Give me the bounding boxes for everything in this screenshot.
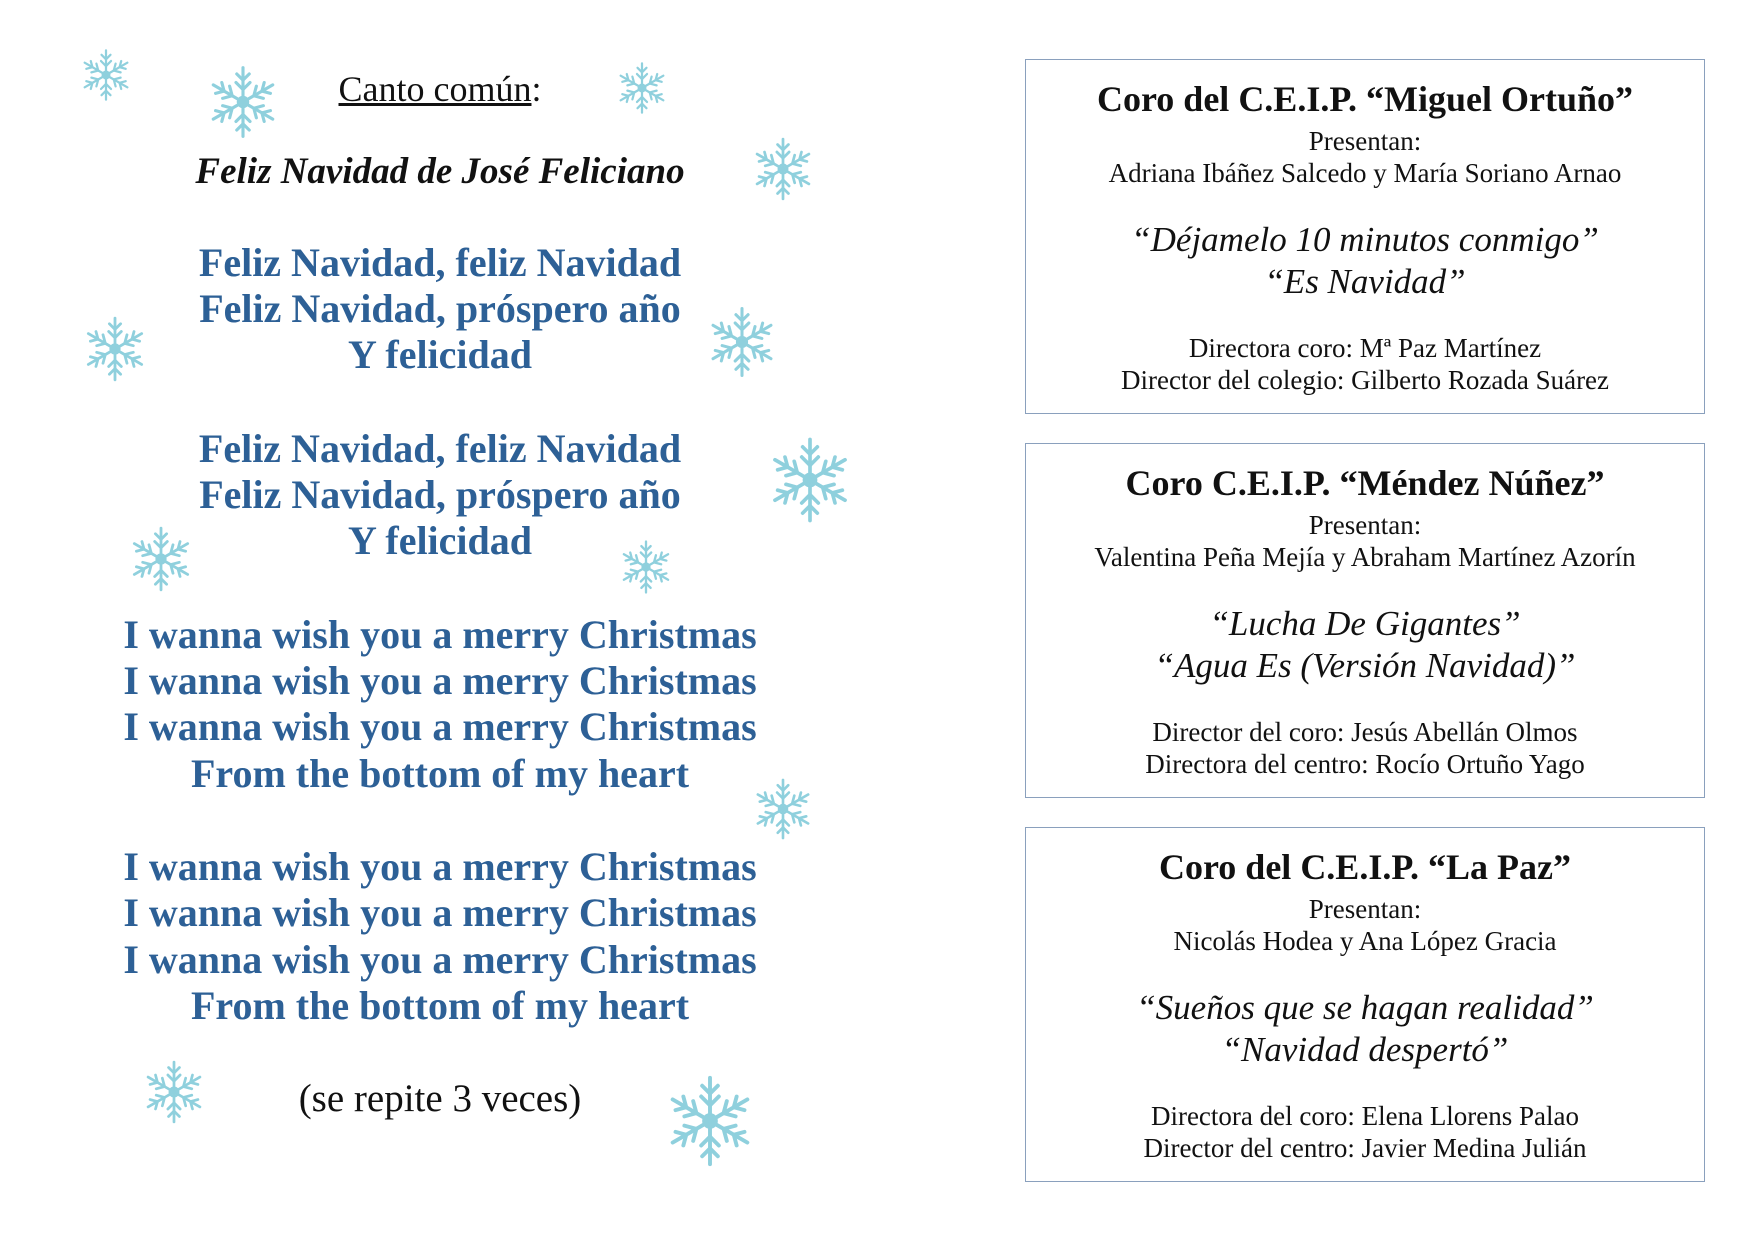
canto-colon: : bbox=[531, 69, 542, 109]
choir-title: Coro del C.E.I.P. “Miguel Ortuño” bbox=[1096, 79, 1634, 119]
snowflake-icon bbox=[748, 776, 818, 842]
snowflake-icon bbox=[80, 314, 150, 384]
lyric-line: I wanna wish you a merry Christmas bbox=[123, 890, 757, 935]
lyric-line: Feliz Navidad, próspero año bbox=[199, 286, 681, 331]
director-line: Director del centro: Javier Medina Julián bbox=[1143, 1133, 1587, 1163]
lyric-line: I wanna wish you a merry Christmas bbox=[123, 658, 757, 703]
lyric-line: Y felicidad bbox=[347, 518, 533, 563]
presenter-names: Nicolás Hodea y Ana López Gracia bbox=[1173, 926, 1557, 956]
canto-heading bbox=[60, 68, 820, 110]
snowflake-icon bbox=[614, 60, 670, 116]
choir-title: Coro C.E.I.P. “Méndez Núñez” bbox=[1125, 463, 1605, 503]
snowflake-icon bbox=[749, 135, 817, 203]
lyric-line: I wanna wish you a merry Christmas bbox=[123, 704, 757, 749]
song-name: “Agua Es (Versión Navidad)” bbox=[1154, 646, 1576, 685]
lyric-line: I wanna wish you a merry Christmas bbox=[123, 844, 757, 889]
presentan-label: Presentan: bbox=[1308, 126, 1422, 156]
snowflake-icon bbox=[126, 522, 196, 596]
song-name: “Lucha De Gigantes” bbox=[1209, 604, 1521, 643]
presentan-label: Presentan: bbox=[1308, 894, 1422, 924]
song-name: “Sueños que se hagan realidad” bbox=[1136, 988, 1594, 1027]
director-line: Director del colegio: Gilberto Rozada Suárez bbox=[1120, 365, 1610, 395]
lyric-line: Feliz Navidad, feliz Navidad bbox=[198, 240, 682, 285]
director-line: Directora coro: Mª Paz Martínez bbox=[1188, 333, 1542, 363]
director-line: Director del coro: Jesús Abellán Olmos bbox=[1152, 717, 1578, 747]
lyric-line: Feliz Navidad, próspero año bbox=[199, 472, 681, 517]
snowflake-icon bbox=[704, 300, 780, 384]
lyric-line: I wanna wish you a merry Christmas bbox=[123, 612, 757, 657]
song-name: “Déjamelo 10 minutos conmigo” bbox=[1131, 220, 1599, 259]
lyric-line: Feliz Navidad, feliz Navidad bbox=[198, 426, 682, 471]
choir-title: Coro del C.E.I.P. “La Paz” bbox=[1158, 847, 1571, 887]
presenter-names: Adriana Ibáñez Salcedo y María Soriano Arnao bbox=[1108, 158, 1622, 188]
song-name: “Navidad despertó” bbox=[1221, 1030, 1509, 1069]
lyric-line: I wanna wish you a merry Christmas bbox=[123, 937, 757, 982]
presentan-label: Presentan: bbox=[1308, 510, 1422, 540]
canto-label: Canto común bbox=[338, 69, 532, 109]
snowflake-icon bbox=[660, 1072, 760, 1170]
director-line: Directora del centro: Rocío Ortuño Yago bbox=[1145, 749, 1585, 779]
song-name: “Es Navidad” bbox=[1264, 262, 1466, 301]
choir-card bbox=[1025, 827, 1705, 1182]
lyric-line: From the bottom of my heart bbox=[190, 983, 690, 1028]
choir-card bbox=[1025, 59, 1705, 414]
snowflake-icon bbox=[764, 434, 856, 526]
snowflake-icon bbox=[138, 1058, 210, 1126]
snowflake-icon bbox=[616, 538, 676, 596]
lyric-line: From the bottom of my heart bbox=[190, 751, 690, 796]
lyric-line: Y felicidad bbox=[347, 332, 533, 377]
snowflake-icon bbox=[78, 47, 134, 103]
director-line: Directora del coro: Elena Llorens Palao bbox=[1150, 1101, 1580, 1131]
presenter-names: Valentina Peña Mejía y Abraham Martínez Azorín bbox=[1094, 542, 1636, 572]
repeat-note: (se repite 3 veces) bbox=[298, 1077, 582, 1120]
choir-card bbox=[1025, 443, 1705, 798]
snowflake-icon bbox=[204, 63, 282, 141]
song-title: Feliz Navidad de José Feliciano bbox=[195, 151, 685, 192]
